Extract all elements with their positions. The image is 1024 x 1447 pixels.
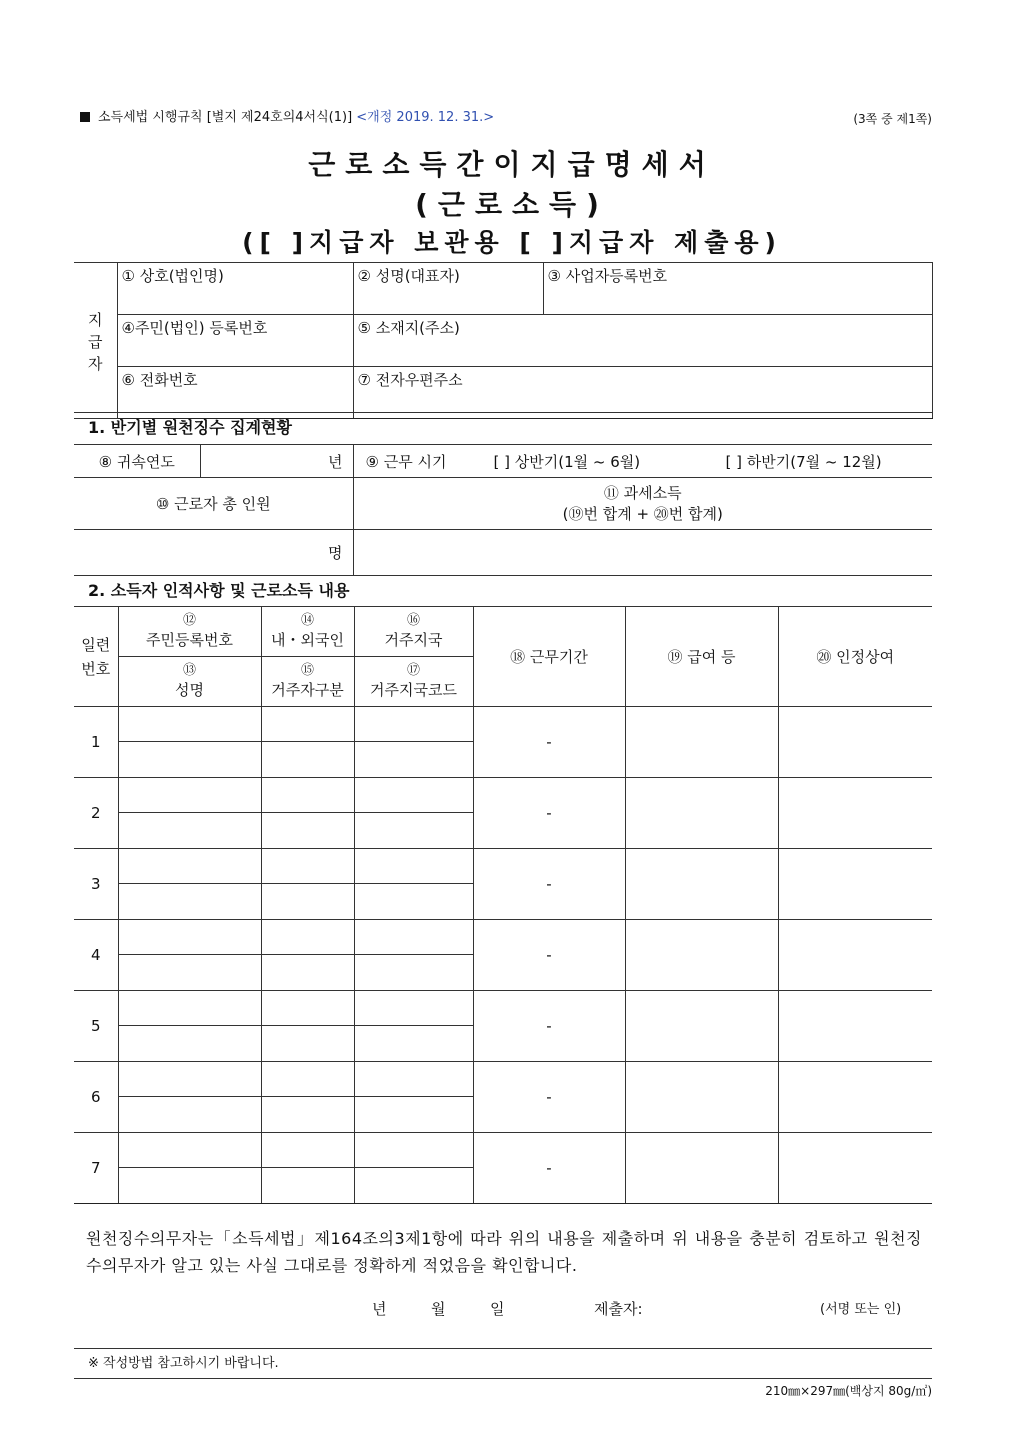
cell-residency-type[interactable] <box>261 884 354 920</box>
cell-residence-country-code[interactable] <box>354 742 473 778</box>
form-title: 근로소득간이지급명세서 <box>308 148 716 181</box>
cell-resident-number[interactable] <box>118 920 261 955</box>
side-char-3: 자 <box>88 354 103 373</box>
taxable-income-formula: (⑲번 합계 + ⑳번 합계) <box>562 504 723 523</box>
col16-num: ⑯ <box>406 613 420 628</box>
cell-residence-country[interactable] <box>354 707 473 742</box>
field-attribution-year[interactable] <box>200 445 353 478</box>
col12-label: 주민등록번호 <box>146 631 233 649</box>
cell-residence-country-code[interactable] <box>354 813 473 849</box>
instructions-note: ※ 작성방법 참고하시기 바랍니다. <box>88 1356 279 1371</box>
square-bullet-icon <box>80 112 90 122</box>
form-reference <box>80 106 494 125</box>
cell-resident-number[interactable] <box>118 1062 261 1097</box>
cell-deemed-bonus[interactable] <box>778 849 932 920</box>
field-registration-number[interactable]: ④주민(법인) 등록번호 <box>117 315 353 367</box>
row-serial-number: 7 <box>74 1133 118 1204</box>
withholding-summary-table <box>74 444 932 576</box>
field-business-number[interactable]: ③ 사업자등록번호 <box>543 263 932 315</box>
page-indicator: (3쪽 중 제1쪽) <box>853 112 932 126</box>
cell-nationality[interactable] <box>261 707 354 742</box>
cell-salary[interactable] <box>625 707 778 778</box>
divider <box>74 1348 932 1349</box>
cell-residence-country-code[interactable] <box>354 1097 473 1133</box>
section2-title: 2. 소득자 인적사항 및 근로소득 내용 <box>74 575 932 605</box>
cell-nationality[interactable] <box>261 778 354 813</box>
cell-residence-country-code[interactable] <box>354 1026 473 1062</box>
cell-resident-number[interactable] <box>118 849 261 884</box>
col13-label: 성명 <box>175 681 204 699</box>
cell-residency-type[interactable] <box>261 1168 354 1204</box>
cell-salary[interactable] <box>625 920 778 991</box>
cell-name[interactable] <box>118 813 261 849</box>
sign-hint: (서명 또는 인) <box>820 1302 902 1317</box>
sign-year[interactable]: 년 <box>372 1300 387 1318</box>
col-residence-country <box>354 607 473 657</box>
col-serial-number: 일련 번호 <box>74 607 118 707</box>
cell-nationality[interactable] <box>261 991 354 1026</box>
row-serial-number: 2 <box>74 778 118 849</box>
field-taxable-income[interactable] <box>353 530 932 576</box>
cell-name[interactable] <box>118 955 261 991</box>
person-unit: 명 <box>328 544 343 562</box>
cell-name[interactable] <box>118 1026 261 1062</box>
field-representative[interactable]: ② 성명(대표자) <box>353 263 543 315</box>
cell-salary[interactable] <box>625 1062 778 1133</box>
paper-spec: 210㎜×297㎜(백상지 80g/㎡) <box>765 1384 932 1398</box>
cell-residence-country-code[interactable] <box>354 955 473 991</box>
cell-residence-country[interactable] <box>354 1062 473 1097</box>
field-work-period <box>353 445 932 478</box>
cell-work-period[interactable]: - <box>473 849 625 920</box>
col17-num: ⑰ <box>406 663 420 678</box>
row-serial-number: 6 <box>74 1062 118 1133</box>
checkbox-second-half[interactable]: [ ] 하반기(7월 ~ 12월) <box>725 452 882 471</box>
label-work-period: ⑨ 근무 시기 <box>365 452 447 471</box>
label-attribution-year: ⑧ 귀속연도 <box>74 445 200 478</box>
form-ref-text: 소득세법 시행규칙 [별지 제24호의4서식(1)] <box>98 110 353 125</box>
cell-work-period[interactable]: - <box>473 778 625 849</box>
label-total-workers: ⑩ 근로자 총 인원 <box>74 478 353 530</box>
cell-residence-country[interactable] <box>354 849 473 884</box>
cell-work-period[interactable]: - <box>473 707 625 778</box>
col12-num: ⑫ <box>182 613 196 628</box>
col17-label: 거주지국코드 <box>370 681 457 699</box>
cell-name[interactable] <box>118 1097 261 1133</box>
col14-num: ⑭ <box>300 613 314 628</box>
col13-num: ⑬ <box>182 663 196 678</box>
copy-type-line: ([ ]지급자 보관용 [ ]지급자 제출용) <box>242 228 782 257</box>
form-subtitle: (근로소득) <box>415 188 609 221</box>
field-address[interactable]: ⑤ 소재지(주소) <box>353 315 932 367</box>
section1-title: 1. 반기별 원천징수 집계현황 <box>74 412 932 442</box>
col-name <box>118 657 261 707</box>
cell-name[interactable] <box>118 1168 261 1204</box>
cell-resident-number[interactable] <box>118 707 261 742</box>
cell-resident-number[interactable] <box>118 991 261 1026</box>
col-deemed-bonus: ⑳ 인정상여 <box>778 607 932 707</box>
payer-info-table <box>74 262 933 419</box>
cell-work-period[interactable]: - <box>473 1133 625 1204</box>
col-salary: ⑲ 급여 등 <box>625 607 778 707</box>
row-serial-number: 3 <box>74 849 118 920</box>
side-char-2: 급 <box>88 332 103 351</box>
employee-rows <box>74 707 932 1204</box>
taxable-income-title: ⑪ 과세소득 <box>603 483 682 502</box>
cell-nationality[interactable] <box>261 849 354 884</box>
cell-nationality[interactable] <box>261 1133 354 1168</box>
divider <box>74 1378 932 1379</box>
col-nationality <box>261 607 354 657</box>
cell-salary[interactable] <box>625 778 778 849</box>
cell-deemed-bonus[interactable] <box>778 920 932 991</box>
col16-label: 거주지국 <box>384 631 443 649</box>
row-serial-number: 4 <box>74 920 118 991</box>
sign-day[interactable]: 일 <box>490 1300 505 1318</box>
col-residency-type <box>261 657 354 707</box>
checkbox-first-half[interactable]: [ ] 상반기(1월 ~ 6월) <box>493 452 641 471</box>
cell-resident-number[interactable] <box>118 1133 261 1168</box>
cell-work-period[interactable]: - <box>473 991 625 1062</box>
cell-work-period[interactable]: - <box>473 1062 625 1133</box>
cell-residence-country-code[interactable] <box>354 884 473 920</box>
cell-residence-country[interactable] <box>354 991 473 1026</box>
cell-residence-country-code[interactable] <box>354 1168 473 1204</box>
cell-residency-type[interactable] <box>261 955 354 991</box>
cell-nationality[interactable] <box>261 1062 354 1097</box>
side-char-1: 지 <box>88 310 103 329</box>
cell-name[interactable] <box>118 742 261 778</box>
cell-deemed-bonus[interactable] <box>778 1062 932 1133</box>
cell-work-period[interactable]: - <box>473 920 625 991</box>
revision-date: <개정 2019. 12. 31.> <box>356 110 495 125</box>
declaration-text: 원천징수의무자는「소득세법」제164조의3제1항에 따라 위의 내용을 제출하며 위 내용을 충분히 검토하고 원천징수의무자가 알고 있는 사실 그대로를 정확하게 적었음을 확인합니다. <box>86 1229 922 1275</box>
field-company-name[interactable]: ① 상호(법인명) <box>117 263 353 315</box>
cell-residence-country[interactable] <box>354 778 473 813</box>
sign-month[interactable]: 월 <box>431 1300 446 1318</box>
cell-deemed-bonus[interactable] <box>778 1133 932 1204</box>
cell-residency-type[interactable] <box>261 1097 354 1133</box>
col-residence-country-code <box>354 657 473 707</box>
row-serial-number: 1 <box>74 707 118 778</box>
field-total-workers[interactable] <box>74 530 353 576</box>
cell-deemed-bonus[interactable] <box>778 707 932 778</box>
cell-residence-country[interactable] <box>354 920 473 955</box>
cell-name[interactable] <box>118 884 261 920</box>
payer-side-label <box>74 263 117 419</box>
cell-deemed-bonus[interactable] <box>778 778 932 849</box>
cell-residency-type[interactable] <box>261 813 354 849</box>
cell-residency-type[interactable] <box>261 1026 354 1062</box>
label-taxable-income <box>353 478 932 530</box>
employee-income-table <box>74 606 932 1204</box>
year-unit: 년 <box>328 452 343 471</box>
submitter-label[interactable]: 제출자: <box>594 1300 643 1318</box>
cell-residency-type[interactable] <box>261 742 354 778</box>
cell-salary[interactable] <box>625 1133 778 1204</box>
field-email[interactable]: ⑦ 전자우편주소 <box>353 367 932 419</box>
field-phone[interactable]: ⑥ 전화번호 <box>117 367 353 419</box>
cell-deemed-bonus[interactable] <box>778 991 932 1062</box>
cell-nationality[interactable] <box>261 920 354 955</box>
col15-num: ⑮ <box>300 663 314 678</box>
cell-salary[interactable] <box>625 849 778 920</box>
cell-residence-country[interactable] <box>354 1133 473 1168</box>
cell-resident-number[interactable] <box>118 778 261 813</box>
col-resident-number <box>118 607 261 657</box>
col14-label: 내・외국인 <box>271 631 344 649</box>
col15-label: 거주자구분 <box>271 681 344 699</box>
col-work-period: ⑱ 근무기간 <box>473 607 625 707</box>
row-serial-number: 5 <box>74 991 118 1062</box>
cell-salary[interactable] <box>625 991 778 1062</box>
